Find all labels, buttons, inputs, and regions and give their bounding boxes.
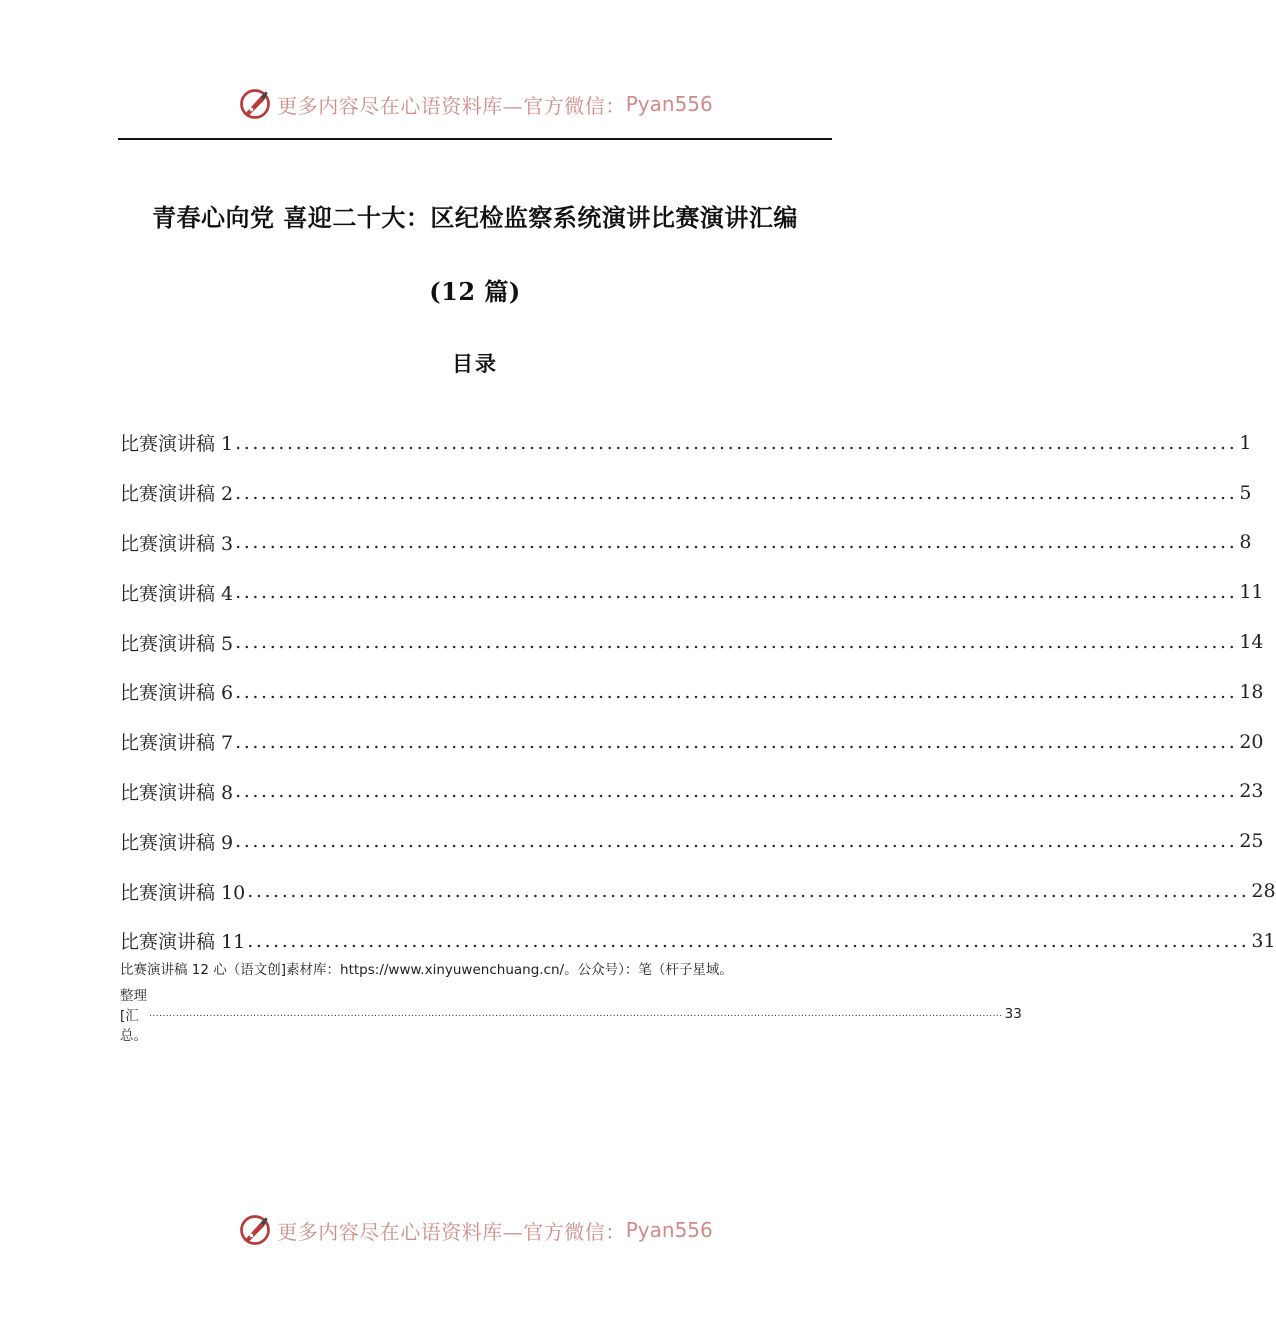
toc-entry-1[interactable] bbox=[120, 418, 1252, 468]
toc-leader-dots: .................................................................................................................... bbox=[235, 581, 1238, 604]
pen-nib-icon bbox=[237, 86, 273, 122]
header-brand-id: Pyan556 bbox=[625, 92, 713, 116]
footer-brand-text: 更多内容尽在心语资料库—官方微信： bbox=[277, 1219, 626, 1244]
toc-entry-page: 11 bbox=[1239, 581, 1264, 604]
toc-entry-page: 31 bbox=[1251, 929, 1276, 952]
toc-entry-page: 1 bbox=[1239, 431, 1252, 454]
toc-leader-dots: .................................................................................................................... bbox=[235, 830, 1238, 853]
toc-entry-label: 比赛演讲稿 2 bbox=[120, 483, 234, 506]
toc-entry-12-line2: 整理[汇总。 bbox=[120, 988, 147, 1044]
toc-entry-12-line1: 比赛演讲稿 12 心（语文创]素材库：https://www.xinyuwenchuang.cn/。公众号）：笔（杆子星域。 bbox=[120, 962, 733, 978]
toc-entry-6[interactable] bbox=[120, 667, 1264, 717]
toc-entry-page: 25 bbox=[1239, 830, 1264, 853]
toc-entry-12[interactable] bbox=[120, 958, 1022, 1044]
toc-entry-page: 5 bbox=[1239, 481, 1252, 504]
toc-entry-5[interactable] bbox=[120, 617, 1264, 667]
toc-leader-dots: .................................................................................................................... bbox=[235, 631, 1238, 654]
document-title-count: (12 篇) bbox=[429, 277, 521, 306]
toc-entry-page: 20 bbox=[1239, 730, 1264, 753]
toc-entry-label: 比赛演讲稿 11 bbox=[120, 931, 246, 954]
toc-entry-page: 18 bbox=[1239, 680, 1264, 703]
header-divider bbox=[118, 138, 832, 140]
toc-entry-label: 比赛演讲稿 8 bbox=[120, 781, 234, 804]
toc-entry-3[interactable] bbox=[120, 518, 1252, 568]
document-title: 青春心向党 喜迎二十大：区纪检监察系统演讲比赛演讲汇编 bbox=[152, 203, 798, 232]
toc-leader-dots: .................................................................................................................... bbox=[235, 531, 1238, 554]
toc-entry-7[interactable] bbox=[120, 717, 1264, 767]
toc-entry-label: 比赛演讲稿 5 bbox=[120, 632, 234, 655]
footer-watermark bbox=[0, 1210, 950, 1250]
toc-entry-label: 比赛演讲稿 6 bbox=[120, 682, 234, 705]
toc-leader-dots: .................................................................................................................... bbox=[235, 730, 1238, 753]
toc-heading: 目录 bbox=[452, 351, 498, 376]
toc-leader-dots: .................................................................................................................... bbox=[235, 680, 1238, 703]
toc-entry-2[interactable] bbox=[120, 468, 1252, 518]
toc-entry-label: 比赛演讲稿 9 bbox=[120, 831, 234, 854]
toc-entry-label: 比赛演讲稿 7 bbox=[120, 732, 234, 755]
toc-entry-label: 比赛演讲稿 4 bbox=[120, 582, 234, 605]
toc-entry-page: 8 bbox=[1239, 531, 1252, 554]
toc-entry-page: 23 bbox=[1239, 780, 1264, 803]
toc-entry-label: 比赛演讲稿 3 bbox=[120, 532, 234, 555]
table-of-contents bbox=[120, 418, 1276, 966]
toc-entry-label: 比赛演讲稿 1 bbox=[120, 433, 234, 456]
toc-entry-10[interactable] bbox=[120, 866, 1276, 916]
toc-entry-label: 比赛演讲稿 10 bbox=[120, 881, 246, 904]
pen-nib-icon bbox=[237, 1212, 273, 1248]
toc-leader-dots: .................................................................................................................... bbox=[247, 880, 1250, 903]
header-brand-text: 更多内容尽在心语资料库—官方微信： bbox=[277, 93, 626, 118]
toc-entry-page: 28 bbox=[1251, 880, 1276, 903]
toc-entry-12-page: 33 bbox=[1004, 1006, 1022, 1022]
toc-entry-page: 14 bbox=[1239, 631, 1264, 654]
toc-leader-dots: .................................................................................................................... bbox=[235, 780, 1238, 803]
toc-leader-dots: .................................................................................................................... bbox=[247, 929, 1250, 952]
toc-entry-9[interactable] bbox=[120, 816, 1264, 866]
toc-leader-dots: .............................................................................................................................................................................................................................................................. bbox=[149, 1009, 1003, 1019]
toc-entry-4[interactable] bbox=[120, 567, 1264, 617]
toc-leader-dots: .................................................................................................................... bbox=[235, 431, 1238, 454]
header-watermark bbox=[0, 84, 950, 124]
toc-entry-8[interactable] bbox=[120, 767, 1264, 817]
footer-brand-id: Pyan556 bbox=[625, 1218, 713, 1242]
toc-leader-dots: .................................................................................................................... bbox=[235, 481, 1238, 504]
